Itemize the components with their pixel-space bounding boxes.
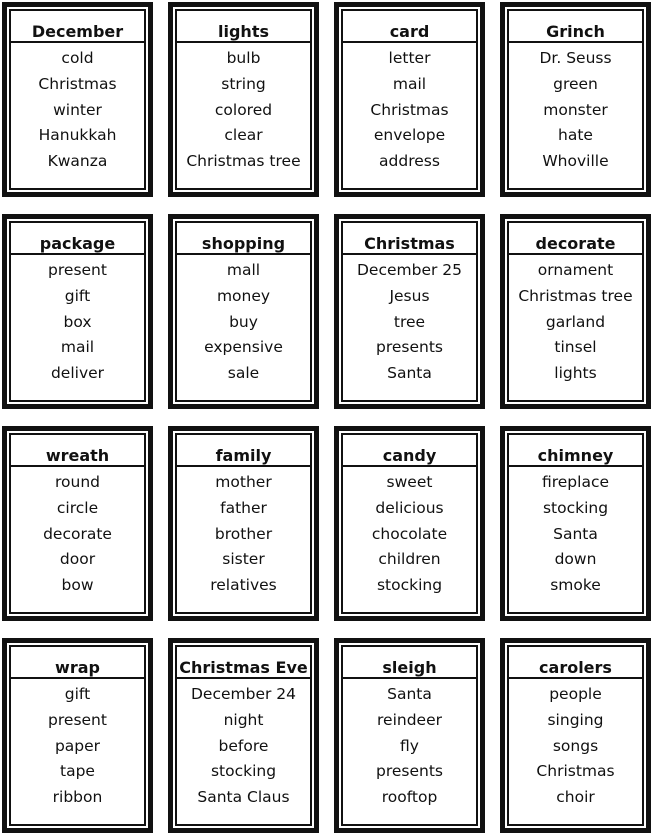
forbidden-word: expensive bbox=[204, 338, 283, 357]
forbidden-word: tree bbox=[393, 312, 426, 331]
forbidden-word: lights bbox=[554, 364, 597, 383]
card-frame bbox=[175, 645, 312, 826]
forbidden-word: chocolate bbox=[371, 524, 448, 543]
forbidden-word-list bbox=[509, 467, 642, 599]
card-frame bbox=[9, 221, 146, 402]
forbidden-word: deliver bbox=[50, 364, 105, 383]
forbidden-word: father bbox=[220, 498, 267, 517]
forbidden-word: stocking bbox=[376, 576, 443, 595]
card-title: family bbox=[177, 435, 310, 467]
forbidden-word: brother bbox=[214, 524, 273, 543]
forbidden-word: winter bbox=[53, 100, 102, 119]
forbidden-word: gift bbox=[64, 685, 91, 703]
forbidden-word: children bbox=[378, 550, 441, 569]
forbidden-word: decorate bbox=[43, 524, 112, 543]
card-title: Grinch bbox=[509, 11, 642, 43]
card-title: wreath bbox=[11, 435, 144, 467]
forbidden-word: Kwanza bbox=[47, 152, 108, 171]
forbidden-word: money bbox=[216, 286, 271, 305]
forbidden-word: Santa bbox=[387, 685, 432, 703]
card-title: sleigh bbox=[343, 647, 476, 679]
forbidden-word: address bbox=[379, 152, 440, 171]
card-grid bbox=[2, 2, 651, 833]
card-frame bbox=[175, 9, 312, 190]
forbidden-word-list bbox=[11, 679, 144, 811]
forbidden-word: fireplace bbox=[541, 473, 610, 491]
card-frame bbox=[341, 645, 478, 826]
forbidden-word-list bbox=[11, 43, 144, 175]
forbidden-word: clear bbox=[224, 126, 263, 145]
forbidden-word: delicious bbox=[375, 498, 444, 517]
forbidden-word: sister bbox=[222, 550, 265, 569]
forbidden-word: relatives bbox=[210, 576, 277, 595]
forbidden-word: ribbon bbox=[52, 788, 103, 807]
forbidden-word: gift bbox=[64, 286, 91, 305]
forbidden-word-list bbox=[177, 43, 310, 175]
forbidden-word-list bbox=[343, 467, 476, 599]
card-title: carolers bbox=[509, 647, 642, 679]
forbidden-word: present bbox=[48, 261, 107, 279]
forbidden-word: bulb bbox=[226, 49, 261, 67]
forbidden-word: colored bbox=[214, 100, 273, 119]
taboo-card bbox=[168, 214, 319, 409]
card-frame bbox=[507, 433, 644, 614]
forbidden-word: door bbox=[59, 550, 96, 569]
taboo-card bbox=[500, 638, 651, 833]
card-title: candy bbox=[343, 435, 476, 467]
forbidden-word: stocking bbox=[542, 498, 609, 517]
forbidden-word: mail bbox=[392, 74, 427, 93]
forbidden-word: Christmas bbox=[38, 74, 117, 93]
taboo-card bbox=[2, 426, 153, 621]
forbidden-word-list bbox=[177, 255, 310, 387]
card-title: Christmas Eve bbox=[177, 647, 310, 679]
forbidden-word: December 24 bbox=[190, 685, 297, 703]
forbidden-word: down bbox=[554, 550, 597, 569]
card-frame bbox=[507, 9, 644, 190]
forbidden-word: night bbox=[223, 710, 264, 729]
forbidden-word: before bbox=[218, 736, 269, 755]
forbidden-word: people bbox=[549, 685, 602, 703]
forbidden-word: Whoville bbox=[542, 152, 609, 171]
taboo-card bbox=[168, 2, 319, 197]
card-title: decorate bbox=[509, 223, 642, 255]
forbidden-word: Christmas tree bbox=[518, 286, 633, 305]
forbidden-word: tinsel bbox=[554, 338, 597, 357]
card-frame bbox=[9, 645, 146, 826]
forbidden-word: paper bbox=[54, 736, 101, 755]
forbidden-word: string bbox=[221, 74, 266, 93]
forbidden-word: Christmas tree bbox=[186, 152, 301, 171]
forbidden-word: green bbox=[553, 74, 598, 93]
forbidden-word: buy bbox=[229, 312, 258, 331]
forbidden-word: mail bbox=[60, 338, 95, 357]
forbidden-word: Hanukkah bbox=[38, 126, 117, 145]
taboo-card bbox=[334, 2, 485, 197]
forbidden-word: December 25 bbox=[356, 261, 463, 279]
forbidden-word: Santa bbox=[387, 364, 432, 383]
forbidden-word: Jesus bbox=[389, 286, 430, 305]
forbidden-word: sale bbox=[227, 364, 260, 383]
forbidden-word: monster bbox=[543, 100, 608, 119]
forbidden-word: stocking bbox=[210, 762, 277, 781]
forbidden-word: presents bbox=[376, 762, 443, 781]
forbidden-word: tape bbox=[60, 762, 95, 781]
card-title: wrap bbox=[11, 647, 144, 679]
forbidden-word-list bbox=[509, 679, 642, 811]
forbidden-word: Santa Claus bbox=[197, 788, 290, 807]
taboo-card bbox=[500, 214, 651, 409]
card-title: shopping bbox=[177, 223, 310, 255]
forbidden-word-list bbox=[343, 43, 476, 175]
forbidden-word: hate bbox=[558, 126, 593, 145]
forbidden-word-list bbox=[11, 255, 144, 387]
taboo-card bbox=[2, 2, 153, 197]
forbidden-word-list bbox=[509, 255, 642, 387]
forbidden-word: Christmas bbox=[536, 762, 615, 781]
card-title: chimney bbox=[509, 435, 642, 467]
card-frame bbox=[9, 433, 146, 614]
taboo-card bbox=[334, 214, 485, 409]
forbidden-word: presents bbox=[376, 338, 443, 357]
taboo-card bbox=[2, 638, 153, 833]
forbidden-word-list bbox=[343, 255, 476, 387]
forbidden-word: songs bbox=[552, 736, 599, 755]
forbidden-word: sweet bbox=[386, 473, 433, 491]
forbidden-word: Dr. Seuss bbox=[539, 49, 612, 67]
forbidden-word: fly bbox=[400, 736, 419, 755]
forbidden-word-list bbox=[11, 467, 144, 599]
forbidden-word: circle bbox=[56, 498, 99, 517]
card-frame bbox=[341, 221, 478, 402]
card-frame bbox=[341, 433, 478, 614]
forbidden-word: bow bbox=[61, 576, 94, 595]
forbidden-word: singing bbox=[547, 710, 604, 729]
forbidden-word: rooftop bbox=[381, 788, 438, 807]
forbidden-word: choir bbox=[556, 788, 595, 807]
card-title: lights bbox=[177, 11, 310, 43]
forbidden-word: box bbox=[63, 312, 92, 331]
card-frame bbox=[9, 9, 146, 190]
card-title: December bbox=[11, 11, 144, 43]
forbidden-word: smoke bbox=[550, 576, 601, 595]
taboo-card bbox=[168, 426, 319, 621]
taboo-card bbox=[334, 638, 485, 833]
forbidden-word-list bbox=[509, 43, 642, 175]
forbidden-word: letter bbox=[388, 49, 431, 67]
forbidden-word-list bbox=[177, 679, 310, 811]
taboo-card bbox=[2, 214, 153, 409]
card-frame bbox=[341, 9, 478, 190]
card-frame bbox=[175, 221, 312, 402]
forbidden-word-list bbox=[177, 467, 310, 599]
forbidden-word: garland bbox=[545, 312, 606, 331]
forbidden-word: present bbox=[48, 710, 107, 729]
card-title: card bbox=[343, 11, 476, 43]
card-frame bbox=[507, 645, 644, 826]
forbidden-word: ornament bbox=[537, 261, 614, 279]
card-frame bbox=[507, 221, 644, 402]
forbidden-word: Santa bbox=[553, 524, 598, 543]
taboo-card bbox=[334, 426, 485, 621]
card-title: package bbox=[11, 223, 144, 255]
forbidden-word: envelope bbox=[373, 126, 446, 145]
forbidden-word: round bbox=[54, 473, 100, 491]
forbidden-word: reindeer bbox=[377, 710, 442, 729]
forbidden-word: mother bbox=[215, 473, 272, 491]
card-frame bbox=[175, 433, 312, 614]
forbidden-word: cold bbox=[61, 49, 94, 67]
taboo-card bbox=[500, 2, 651, 197]
taboo-card bbox=[168, 638, 319, 833]
forbidden-word-list bbox=[343, 679, 476, 811]
card-title: Christmas bbox=[343, 223, 476, 255]
forbidden-word: Christmas bbox=[370, 100, 449, 119]
forbidden-word: mall bbox=[226, 261, 261, 279]
taboo-card bbox=[500, 426, 651, 621]
